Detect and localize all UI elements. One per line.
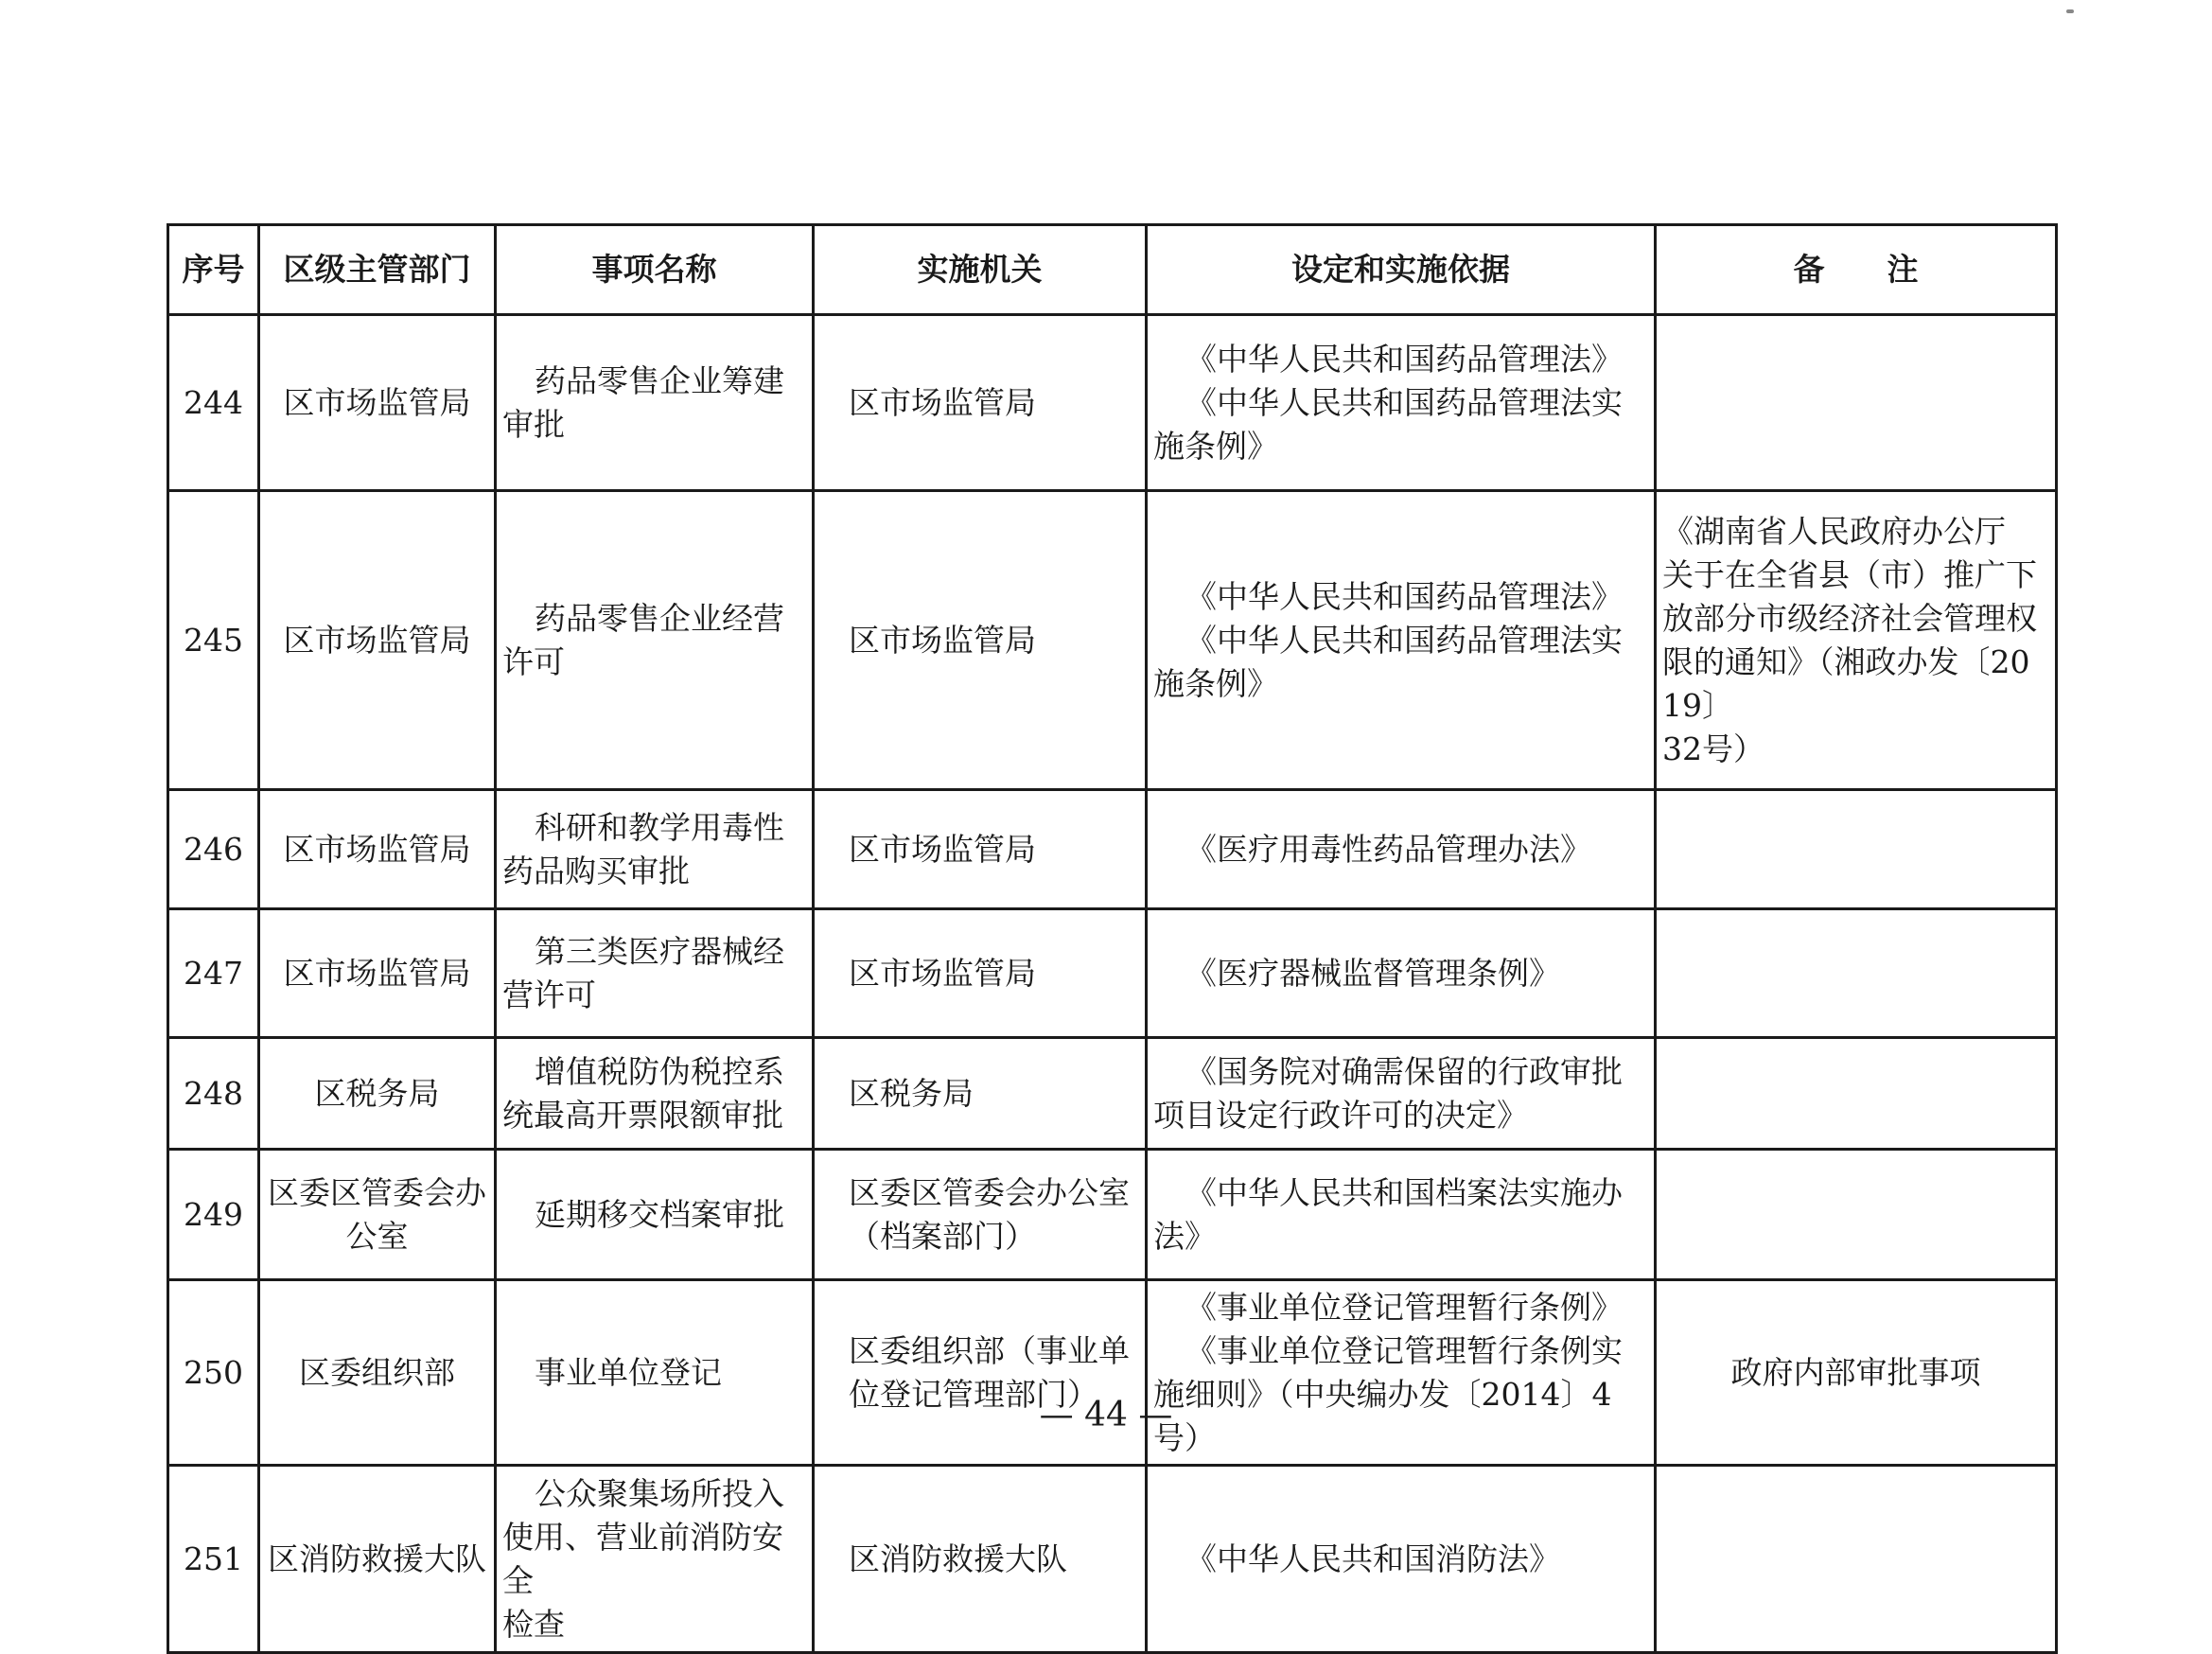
table-row — [168, 1466, 2057, 1653]
cell-remarks — [1656, 491, 2057, 790]
cell-department: 区税务局 — [259, 1038, 496, 1150]
cell-item-name-line: 增值税防伪税控系 — [535, 1052, 784, 1090]
cell-legal-basis — [1147, 1150, 1656, 1280]
cell-item-name — [496, 491, 814, 790]
cell-serial-number: 250 — [168, 1280, 259, 1466]
cell-legal-basis-line: 项目设定行政许可的决定》 — [1153, 1096, 1528, 1134]
cell-item-name-line: 统最高开票限额审批 — [502, 1096, 783, 1134]
cell-legal-basis-line: 施条例》 — [1153, 664, 1278, 702]
cell-item-name-line: 药品购买审批 — [502, 852, 690, 889]
cell-item-name-line: 使用、营业前消防安全 — [502, 1518, 783, 1599]
cell-item-name-line: 药品零售企业经营 — [535, 599, 784, 637]
cell-item-name-line: 检查 — [502, 1605, 565, 1643]
cell-item-name-line: 事业单位登记 — [535, 1353, 722, 1391]
cell-remarks-line: 《湖南省人民政府办公厅 — [1662, 512, 2006, 550]
cell-item-name-line: 许可 — [502, 642, 565, 680]
cell-item-name — [496, 315, 814, 491]
cell-remarks — [1656, 1150, 2057, 1280]
cell-item-name — [496, 790, 814, 909]
header-item-name: 事项名称 — [496, 225, 814, 315]
header-department: 区级主管部门 — [259, 225, 496, 315]
approval-items-table — [167, 223, 2058, 1654]
cell-serial-number: 251 — [168, 1466, 259, 1653]
cell-legal-basis-line: 《中华人民共和国药品管理法》 — [1185, 340, 1623, 378]
table-header-row — [168, 225, 2057, 315]
cell-implementing-agency-line: 区消防救援大队 — [849, 1540, 1067, 1577]
table-row — [168, 491, 2057, 790]
table-row — [168, 1280, 2057, 1466]
cell-implementing-agency — [814, 909, 1147, 1038]
cell-legal-basis-line: 施细则》（中央编办发〔2014〕4号） — [1153, 1375, 1612, 1456]
cell-legal-basis-line: 《医疗用毒性药品管理办法》 — [1185, 830, 1591, 868]
cell-legal-basis — [1147, 1466, 1656, 1653]
cell-legal-basis-line: 《事业单位登记管理暂行条例实 — [1185, 1331, 1623, 1369]
header-implementing-agency: 实施机关 — [814, 225, 1147, 315]
cell-remarks-line: 放部分市级经济社会管理权 — [1662, 599, 2037, 637]
header-remarks: 备 注 — [1656, 225, 2057, 315]
cell-serial-number: 244 — [168, 315, 259, 491]
cell-serial-number: 246 — [168, 790, 259, 909]
cell-implementing-agency — [814, 790, 1147, 909]
cell-legal-basis-line: 《国务院对确需保留的行政审批 — [1185, 1052, 1623, 1090]
cell-item-name-line: 药品零售企业筹建 — [535, 361, 784, 399]
cell-legal-basis-line: 《中华人民共和国药品管理法实 — [1185, 621, 1623, 659]
header-legal-basis: 设定和实施依据 — [1147, 225, 1656, 315]
cell-implementing-agency-line: 位登记管理部门） — [849, 1375, 1098, 1413]
cell-legal-basis — [1147, 315, 1656, 491]
cell-item-name-line: 审批 — [502, 405, 565, 443]
table-row — [168, 790, 2057, 909]
cell-serial-number: 248 — [168, 1038, 259, 1150]
cell-department: 区委区管委会办公室 — [259, 1150, 496, 1280]
header-serial-number: 序号 — [168, 225, 259, 315]
cell-legal-basis — [1147, 790, 1656, 909]
cell-legal-basis-line: 《中华人民共和国药品管理法》 — [1185, 577, 1623, 615]
cell-department: 区委组织部 — [259, 1280, 496, 1466]
cell-remarks-line: 关于在全省县（市）推广下 — [1662, 555, 2037, 593]
cell-implementing-agency-line: 区委区管委会办公室 — [849, 1173, 1130, 1211]
cell-implementing-agency — [814, 1150, 1147, 1280]
cell-serial-number: 249 — [168, 1150, 259, 1280]
cell-legal-basis-line: 法》 — [1153, 1217, 1216, 1255]
cell-item-name — [496, 1150, 814, 1280]
cell-remarks — [1656, 1466, 2057, 1653]
cell-legal-basis-line: 施条例》 — [1153, 427, 1278, 465]
cell-implementing-agency — [814, 1280, 1147, 1466]
table-row — [168, 909, 2057, 1038]
cell-item-name — [496, 1038, 814, 1150]
cell-implementing-agency — [814, 491, 1147, 790]
cell-implementing-agency-line: 区市场监管局 — [849, 830, 1036, 868]
cell-remarks-line: 政府内部审批事项 — [1730, 1353, 1981, 1391]
cell-legal-basis-line: 《中华人民共和国档案法实施办 — [1185, 1173, 1623, 1211]
cell-legal-basis — [1147, 1038, 1656, 1150]
cell-legal-basis-line: 《中华人民共和国药品管理法实 — [1185, 383, 1623, 421]
cell-legal-basis-line: 《事业单位登记管理暂行条例》 — [1185, 1288, 1623, 1326]
cell-item-name-line: 公众聚集场所投入 — [535, 1474, 784, 1512]
cell-remarks — [1656, 1280, 2057, 1466]
cell-serial-number: 245 — [168, 491, 259, 790]
cell-remarks — [1656, 909, 2057, 1038]
cell-remarks — [1656, 1038, 2057, 1150]
cell-item-name-line: 科研和教学用毒性 — [535, 808, 784, 846]
cell-department: 区市场监管局 — [259, 909, 496, 1038]
cell-implementing-agency-line: 区委组织部（事业单 — [849, 1331, 1130, 1369]
cell-implementing-agency-line: 区市场监管局 — [849, 954, 1036, 992]
cell-serial-number: 247 — [168, 909, 259, 1038]
cell-implementing-agency-line: （档案部门） — [849, 1217, 1036, 1255]
cell-legal-basis-line: 《中华人民共和国消防法》 — [1185, 1540, 1560, 1577]
cell-remarks — [1656, 790, 2057, 909]
cell-implementing-agency-line: 区市场监管局 — [849, 621, 1036, 659]
cell-department: 区市场监管局 — [259, 315, 496, 491]
table-row — [168, 315, 2057, 491]
cell-department: 区市场监管局 — [259, 790, 496, 909]
cell-department: 区市场监管局 — [259, 491, 496, 790]
cell-legal-basis-line: 《医疗器械监督管理条例》 — [1185, 954, 1560, 992]
cell-implementing-agency — [814, 1466, 1147, 1653]
cell-item-name — [496, 909, 814, 1038]
scan-speck — [2066, 9, 2074, 13]
table-row — [168, 1150, 2057, 1280]
cell-item-name — [496, 1280, 814, 1466]
cell-remarks-line: 32号） — [1662, 730, 1764, 767]
cell-legal-basis — [1147, 1280, 1656, 1466]
table-body — [168, 315, 2057, 1653]
page-number: — 44 — — [1039, 1396, 1173, 1434]
cell-item-name-line: 第三类医疗器械经 — [535, 932, 784, 970]
cell-item-name-line: 延期移交档案审批 — [535, 1195, 784, 1233]
cell-item-name-line: 营许可 — [502, 976, 596, 1013]
cell-implementing-agency-line: 区税务局 — [849, 1074, 974, 1112]
cell-legal-basis — [1147, 491, 1656, 790]
cell-remarks-line: 限的通知》（湘政办发〔2019〕 — [1662, 642, 2030, 724]
cell-implementing-agency-line: 区市场监管局 — [849, 383, 1036, 421]
cell-department: 区消防救援大队 — [259, 1466, 496, 1653]
cell-implementing-agency — [814, 1038, 1147, 1150]
cell-implementing-agency — [814, 315, 1147, 491]
cell-legal-basis — [1147, 909, 1656, 1038]
table-row — [168, 1038, 2057, 1150]
cell-item-name — [496, 1466, 814, 1653]
cell-remarks — [1656, 315, 2057, 491]
